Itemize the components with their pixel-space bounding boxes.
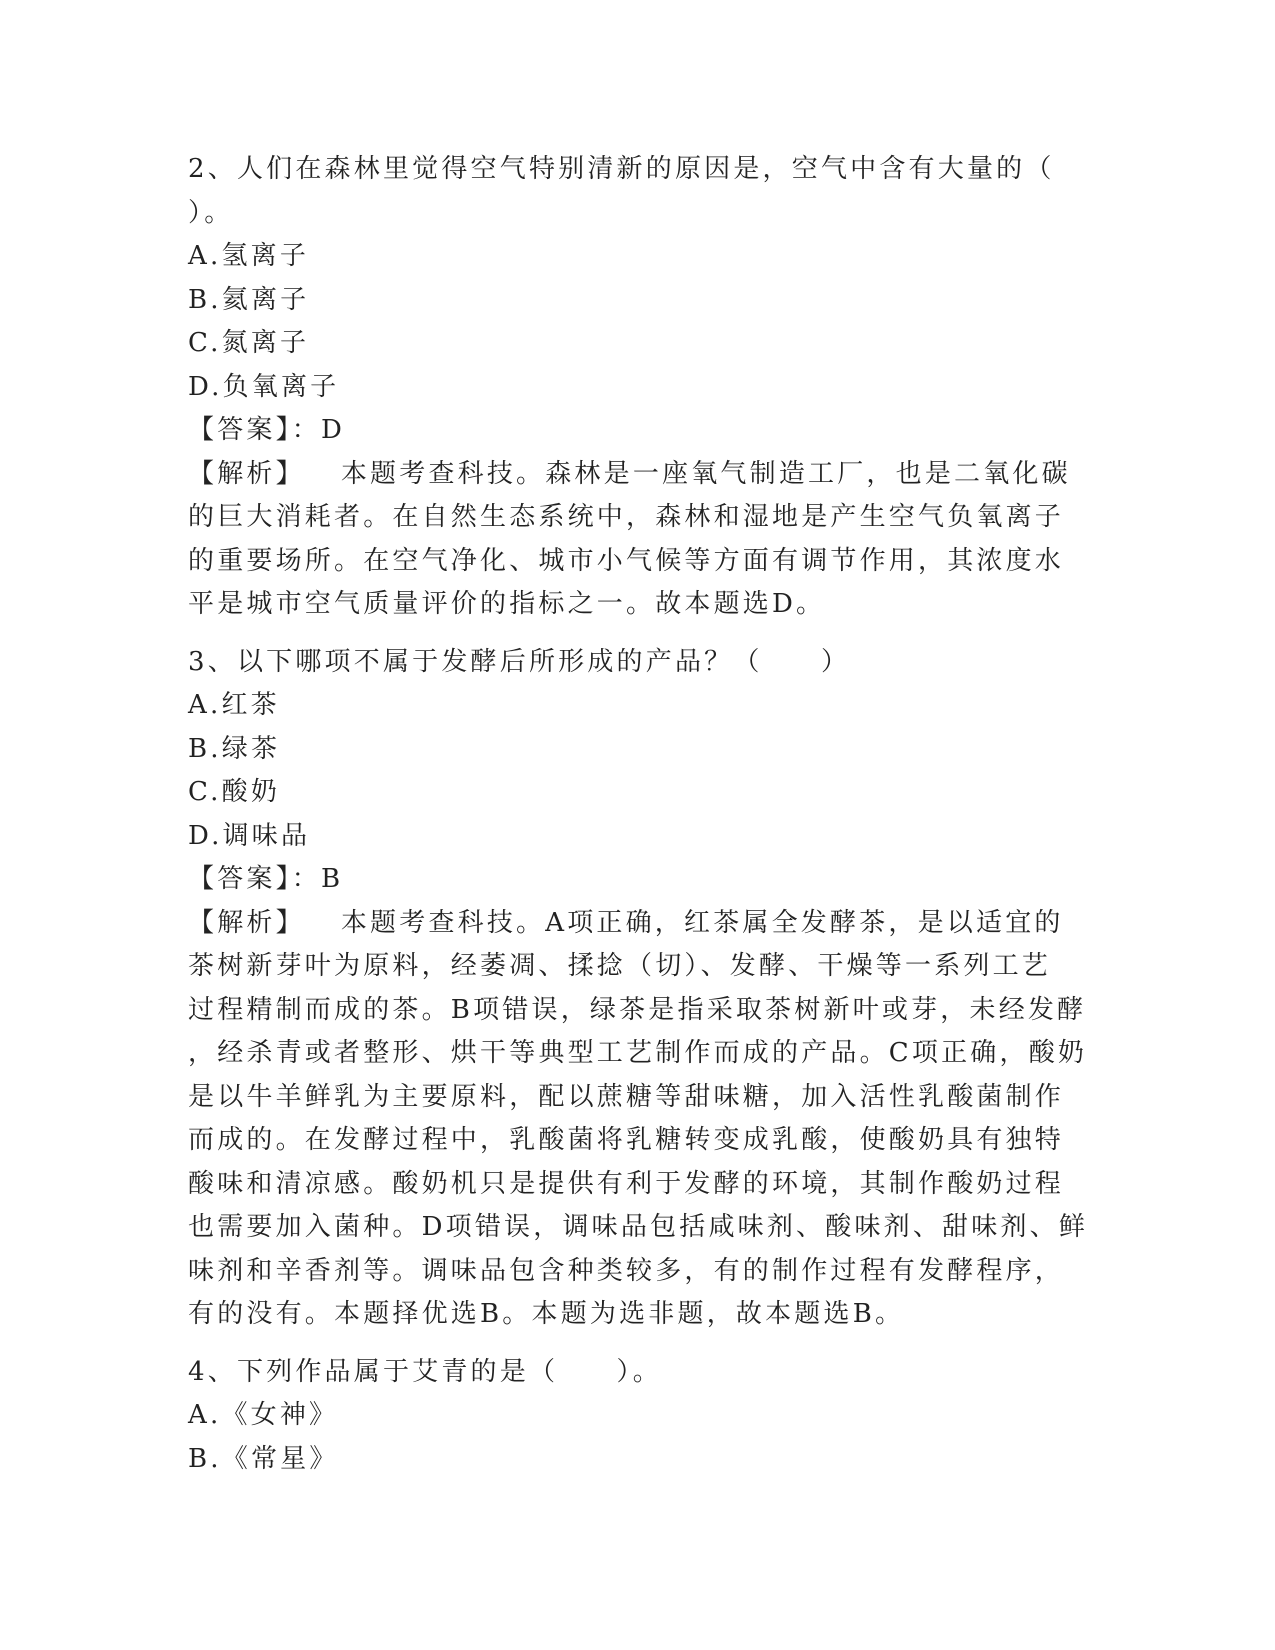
question-stem: 2、人们在森林里觉得空气特别清新的原因是，空气中含有大量的（: [188, 154, 1055, 184]
question-3: [188, 641, 1088, 1337]
question-4: [188, 1351, 1088, 1482]
answer-label: 【答案】：B: [188, 864, 344, 894]
analysis-text: 酸味和清凉感。酸奶机只是提供有利于发酵的环境，其制作酸奶过程: [188, 1168, 1065, 1199]
analysis-first-line: [188, 902, 1088, 946]
question-stem: ）。: [188, 197, 234, 228]
analysis-label: 【解析】: [188, 907, 305, 938]
answer-label: 【答案】：D: [188, 415, 346, 445]
question-stem: 3、以下哪项不属于发酵后所形成的产品？（ ）: [188, 646, 851, 677]
analysis-text: 茶树新芽叶为原料，经萎凋、揉捻（切）、发酵、干燥等一系列工艺: [188, 951, 1052, 981]
analysis-text: 本题考查科技。森林是一座氧气制造工厂，也是二氧化碳: [340, 458, 1071, 489]
option-c: C.氮离子: [188, 328, 310, 358]
option-d: D.负氧离子: [188, 371, 340, 402]
analysis-text: 也需要加入菌种。D项错误，调味品包括咸味剂、酸味剂、甜味剂、鲜: [188, 1212, 1089, 1242]
analysis-text: 过程精制而成的茶。B项错误，绿茶是指采取茶树新叶或芽，未经发酵: [188, 994, 1087, 1025]
option-b: B.绿茶: [188, 733, 281, 764]
analysis-text: 是以牛羊鲜乳为主要原料，配以蔗糖等甜味糖，加入活性乳酸菌制作: [188, 1081, 1065, 1112]
analysis-text: 的巨大消耗者。在自然生态系统中，森林和湿地是产生空气负氧离子: [188, 502, 1065, 532]
analysis-text: ，经杀青或者整形、烘干等典型工艺制作而成的产品。C项正确，酸奶: [188, 1038, 1088, 1068]
question-2: [188, 148, 1088, 627]
option-a: A.氢离子: [188, 241, 310, 271]
analysis-text: 的重要场所。在空气净化、城市小气候等方面有调节作用，其浓度水: [188, 545, 1065, 576]
option-b: B.《常星》: [188, 1443, 339, 1474]
option-b: B.氦离子: [188, 284, 310, 315]
question-stem: 4、下列作品属于艾青的是（ ）。: [188, 1356, 662, 1387]
analysis-first-line: [188, 453, 1088, 497]
option-d: D.调味品: [188, 820, 311, 851]
analysis-text: 有的没有。本题择优选B。本题为选非题，故本题选B。: [188, 1299, 905, 1329]
analysis-text: 而成的。在发酵过程中，乳酸菌将乳糖转变成乳酸，使酸奶具有独特: [188, 1125, 1065, 1155]
analysis-text: 味剂和辛香剂等。调味品包含种类较多，有的制作过程有发酵程序，: [188, 1255, 1065, 1286]
option-a: A.红茶: [188, 690, 280, 720]
document-page: [188, 148, 1088, 1495]
option-c: C.酸奶: [188, 777, 281, 807]
analysis-text: 平是城市空气质量评价的指标之一。故本题选D。: [188, 589, 826, 619]
analysis-label: 【解析】: [188, 458, 305, 489]
option-a: A.《女神》: [188, 1400, 339, 1430]
analysis-text: 本题考查科技。A项正确，红茶属全发酵茶，是以适宜的: [340, 907, 1064, 938]
